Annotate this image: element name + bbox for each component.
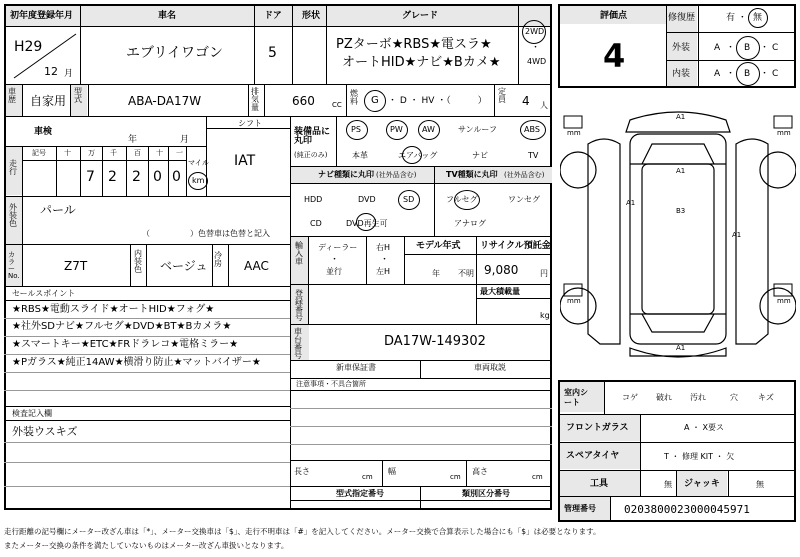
recycle-label: リサイクル預託金 [480,241,551,251]
repair-label: 修復歴 [668,13,696,23]
sign-label: 記号 [32,149,46,157]
fuel-label: 燃料 [350,89,358,106]
repair-selected: 無 [753,13,763,23]
recycle-yen: 円 [540,269,548,278]
model-year-unknown: 不明 [458,269,474,278]
digit-4: 0 [153,169,162,185]
tire-depth-fr: mm [777,129,791,137]
color-no-label: カラーNo. [8,251,20,280]
equip-ps: PS [351,125,361,134]
shift: IAT [234,153,256,169]
import-right-h: 右H [376,243,391,252]
chassis-label: 車台番号 [294,327,302,360]
aircon-label: 冷房 [214,251,222,268]
interior-label: 内装 [672,69,691,79]
displacement: 660 [292,94,315,108]
tv-sub: (社外品含む) [504,171,545,179]
digit-2: 2 [108,169,117,185]
manual: 車両取説 [474,363,506,372]
digit-h0: 十 [64,149,71,157]
drive-dot: ・ [531,43,541,53]
diag-label-a1-bottom: A1 [676,344,686,352]
recycle-value: 9,080 [484,263,519,277]
score-value: 4 [603,37,626,75]
interior-a: A [714,69,721,79]
type-no-label: 型式指定番号 [336,489,384,498]
seat-opt-4: キズ [758,393,774,402]
width-label: 幅 [388,467,396,476]
tv-fullseg: フルセグ [446,195,478,204]
digit-h2: 千 [110,149,117,157]
car-name: エブリイワゴン [126,45,224,61]
exterior-label: 外装 [672,43,691,53]
height-cm: cm [532,473,543,481]
damage-diagram [560,104,796,374]
color-note: （ ）色替車は色替と記入 [142,229,270,238]
spare-options: T ・ 修理 KIT ・ 欠 [664,452,735,461]
sales-line-2: ★社外SDナビ★フルセグ★DVD★BT★Bカメラ★ [12,321,232,332]
kg-unit: kg [540,311,550,320]
mile-label: マイル [188,159,209,167]
tools-label: 工具 [590,479,609,489]
diag-label-a1-rear: A1 [676,167,686,175]
inspection-notes: 外装ウスキズ [12,425,78,438]
seat-label: 室内シート [564,388,588,408]
width-cm: cm [450,473,461,481]
equip-airbag: エアバッグ [398,151,438,160]
model-label: 型式 [74,87,82,104]
inspection-notes-label: 検査記入欄 [12,409,52,418]
fuel-g: G [371,95,379,106]
navi-label: ナビ種類に丸印 [318,170,374,179]
seat-opt-0: コゲ [622,393,638,402]
import-left-h: 左H [376,267,391,276]
digit-3: 2 [132,169,141,185]
grade-label: グレード [402,11,439,21]
footer-line-1: 走行距離の記号欄にメーター改ざん車は「*」、メーター交換車は「$」、走行不明車は「#」を記入してください。メーター交換で合算表示した場合にも「$」は必要となります。 [4,527,601,536]
color-no: Z7T [64,259,88,273]
model: ABA-DA17W [128,94,202,108]
main-form [4,4,552,510]
interior-b: B [744,69,751,79]
equip-pw: PW [390,125,403,134]
sales-line-4: ★Pガラス★純正14AW★横滑り防止★マットバイザー★ [12,357,261,368]
interior-color-label: 内装色 [134,249,142,274]
cc-unit: CC [332,101,342,109]
max-load-label: 最大積載量 [480,287,520,296]
jack-label: ジャッキ [684,479,720,489]
capacity: 4 [522,94,530,108]
jack-value: 無 [756,480,764,489]
repair-options: 有 ・ [726,13,747,23]
exterior-a: A [714,43,721,53]
glass-label: フロントガラス [566,423,629,433]
usage: 自家用 [30,94,67,108]
sales-line-1: ★RBS★電動スライド★オートHID★フォグ★ [12,304,215,315]
interior-color: ベージュ [160,259,208,273]
navi-dvd-play: DVD再生可 [346,219,388,228]
seat-opt-1: 破れ [656,393,672,402]
import-label: 輸入車 [295,241,303,266]
import-dot2: ・ [380,255,390,265]
km-label: km [192,176,205,185]
model-year-unit: 年 [432,269,440,278]
drive-4wd: 4WD [527,57,547,66]
equip-leather: 本革 [352,151,368,160]
grade-line2: オートHID★ナビ★Bカメ★ [342,55,501,70]
reg-year: H29 [14,39,43,55]
seat-opt-2: 汚れ [690,393,706,402]
diag-label-a1-left: A1 [626,199,636,207]
mileage-label: 走行 [9,159,17,176]
person-unit: 人 [540,101,548,110]
shift-label: シフト [238,119,262,128]
spare-label: スペアタイヤ [566,451,620,461]
chassis: DA17W-149302 [384,334,486,349]
displacement-label: 排気量 [251,87,259,112]
digit-h4: 十 [156,149,163,157]
drive-2wd: 2WD [525,27,545,36]
navi-hdd: HDD [304,195,323,204]
diag-label-a1-right: A1 [732,231,742,239]
diag-label-b3: B3 [676,207,686,215]
equipment-label: 装備品に丸印 [294,127,331,146]
mgmt-label: 管理番号 [564,504,596,513]
navi-sub: (社外品含む) [376,171,417,179]
height-label: 高さ [472,467,488,476]
inspection-label: 車検 [34,127,53,137]
inspection-month-unit: 月 [180,135,190,145]
color-value: パール [40,203,76,217]
navi-sd: SD [403,195,415,204]
notes-label: 注意事項・不具合箇所 [296,380,366,388]
tire-depth-rr: mm [777,297,791,305]
tv-oneseg: ワンセグ [508,195,540,204]
equip-sunroof: サンルーフ [458,125,497,134]
fuel-options: ・ D ・ HV ・（ ） [388,96,487,106]
navi-dvd: DVD [358,195,376,204]
capacity-label: 定員 [498,87,506,104]
digit-h5: 一 [176,149,183,157]
exterior-dot2: ・ [760,43,770,53]
tv-analog: アナログ [454,219,486,228]
equip-navi: ナビ [472,151,488,160]
length-label: 長さ [294,467,310,476]
grade-line1: PZターボ★RBS★電スラ★ [336,37,492,52]
reg-year-label: 初年度登録年月 [10,11,74,21]
interior-c: C [772,69,779,79]
digit-h3: 百 [134,149,141,157]
door-label: ドア [264,11,282,21]
inspection-year-unit: 年 [128,135,138,145]
digit-5: 0 [172,169,181,185]
equip-aw: AW [422,125,435,134]
seat-opt-3: 穴 [730,393,738,402]
equipment-sub: (純正のみ) [294,151,328,159]
interior-dot1: ・ [726,69,736,79]
equip-abs: ABS [524,125,540,134]
exterior-dot1: ・ [726,43,736,53]
registration-label: 登録番号 [295,289,303,322]
tire-depth-rl: mm [567,297,581,305]
model-year-label: モデル年式 [416,241,461,251]
navi-cd: CD [310,219,322,228]
interior-dot2: ・ [760,69,770,79]
sales-label: セールスポイント [12,289,76,298]
import-parallel: 並行 [326,267,342,276]
tire-depth-fl: mm [567,129,581,137]
digit-h1: 万 [88,149,95,157]
sales-line-3: ★スマートキー★ETC★FRドラレコ★電格ミラー★ [12,339,239,350]
equip-tv: TV [528,151,539,160]
warranty: 新車保証書 [336,363,376,372]
footer-line-2: またメーター交換の条件を満たしていないものはメーター改ざん車扱いとなります。 [4,541,289,550]
doors: 5 [268,45,277,61]
color-label: 外装色 [9,203,17,228]
diag-label-a1-top: A1 [676,113,686,121]
import-dot1: ・ [330,255,340,265]
car-name-label: 車名 [158,11,177,21]
usage-label: 車歴 [8,87,16,104]
exterior-c: C [772,43,779,53]
exterior-b: B [744,43,751,53]
import-dealer: ディーラー [318,243,358,252]
mgmt-value: 0203800023000045971 [624,503,750,516]
score-label: 評価点 [600,11,628,21]
aircon: AAC [244,259,269,273]
glass-options: A ・ X要ス [684,423,725,432]
tools-value: 無 [664,480,672,489]
reg-month-unit: 月 [64,69,74,79]
shape-label: 形状 [302,11,321,21]
length-cm: cm [362,473,373,481]
reg-month: 12 [44,65,58,78]
class-no-label: 類別区分番号 [462,489,510,498]
digit-1: 7 [86,169,95,185]
tv-label: TV種類に丸印 [446,170,498,179]
